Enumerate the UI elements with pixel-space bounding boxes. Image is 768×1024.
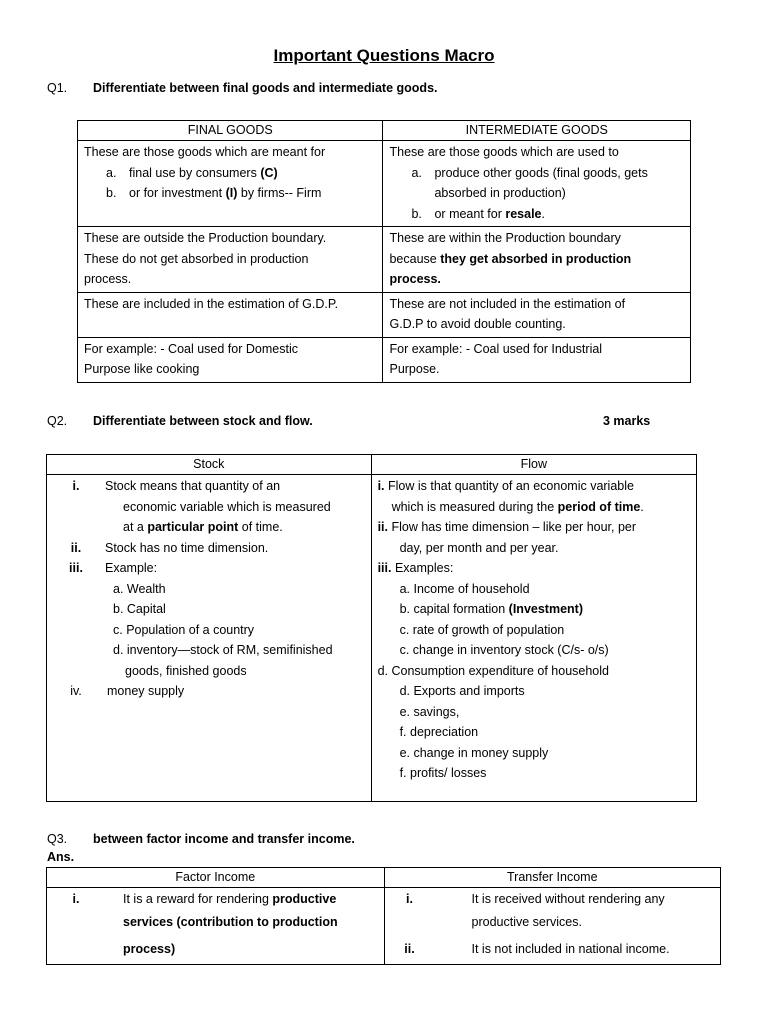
list-item: f. depreciation: [399, 725, 479, 739]
list-marker: b.: [106, 186, 117, 200]
q3-header-transfer: Transfer Income: [384, 868, 720, 888]
cell-text: Flow has time dimension – like per hour, per: [388, 520, 637, 534]
cell-text: because: [389, 251, 441, 266]
q3-transfer-cell: [384, 888, 720, 965]
q1-number: Q1.: [47, 81, 68, 95]
cell-text: final use by consumers: [129, 165, 261, 180]
cell-line: [378, 497, 690, 518]
list-marker: i.: [406, 892, 413, 906]
cell-text: Examples:: [391, 561, 454, 575]
q3-question: between factor income and transfer income.: [93, 832, 355, 846]
cell-text: by firms-- Firm: [237, 186, 322, 200]
cell-text: of time.: [238, 520, 283, 534]
cell-line: These are within the Production boundary: [389, 231, 621, 245]
list-marker: i.: [72, 479, 80, 493]
cell-text: It is received without rendering any: [471, 892, 665, 906]
list-item: [84, 183, 376, 204]
cell-bold-text: (I): [225, 186, 238, 200]
cell-text: b. capital formation: [399, 602, 509, 616]
list-item: a. Wealth: [113, 581, 166, 596]
cell-bold-text: (C): [260, 165, 278, 180]
q3-header-factor: Factor Income: [47, 868, 385, 888]
table-row: [78, 292, 691, 337]
cell-line: [389, 249, 684, 270]
list-item: d. Exports and imports: [399, 684, 525, 698]
cell-line: These are not included in the estimation of: [389, 296, 626, 311]
q1-r4-left: [78, 337, 383, 382]
list-item: [385, 936, 714, 963]
cell-line: process.: [84, 272, 132, 286]
list-item: [84, 163, 376, 184]
list-item: [389, 204, 684, 225]
cell-line: These are those goods which are meant for: [84, 145, 326, 159]
list-item: c. Population of a country: [113, 622, 255, 637]
q3-table: [46, 867, 721, 965]
list-item: d. inventory—stock of RM, semifinished: [113, 643, 333, 657]
cell-line: services (contribution to production: [123, 915, 338, 929]
list-item: [47, 681, 365, 702]
list-item: [385, 889, 714, 909]
list-item: [378, 599, 690, 620]
cell-text: produce other goods (final goods, gets: [434, 165, 648, 180]
cell-text: which is measured during the: [391, 499, 558, 514]
list-item: e. savings,: [399, 704, 460, 719]
cell-bold-text: (Investment): [508, 602, 583, 616]
cell-line: process): [123, 941, 176, 956]
cell-text: It is a reward for rendering: [123, 892, 273, 906]
cell-text: money supply: [107, 684, 185, 698]
list-item: b. Capital: [113, 602, 166, 616]
q2-number: Q2.: [47, 414, 68, 428]
q1-r2-left: [78, 227, 383, 293]
cell-line: These do not get absorbed in production: [84, 251, 309, 266]
q1-header-final: FINAL GOODS: [78, 121, 383, 141]
cell-text: Flow is that quantity of an economic variable: [384, 479, 634, 493]
list-item: [47, 538, 365, 559]
list-item: [47, 476, 365, 497]
list-item: e. change in money supply: [399, 745, 549, 760]
q3-factor-cell: [47, 888, 385, 965]
cell-bold-text: productive: [272, 892, 337, 906]
cell-bold-text: resale: [505, 206, 542, 221]
cell-line: day, per month and per year.: [399, 540, 559, 555]
list-marker: iii.: [69, 561, 83, 575]
table-row: [78, 337, 691, 382]
page-title: Important Questions Macro: [273, 46, 495, 65]
list-item: c. change in inventory stock (C/s- o/s): [399, 643, 609, 657]
q1-r1-left: [78, 141, 383, 227]
list-marker: ii.: [70, 540, 82, 555]
cell-line: [47, 517, 365, 538]
q1-header-intermediate: INTERMEDIATE GOODS: [383, 121, 691, 141]
list-marker: iii.: [377, 561, 392, 575]
cell-line: For example: - Coal used for Domestic: [84, 341, 298, 356]
cell-bold-text: period of time: [557, 499, 641, 514]
list-marker: i.: [72, 892, 80, 906]
cell-bold-text: particular point: [147, 520, 239, 534]
cell-text: at a: [123, 520, 148, 534]
q3-header-row: [47, 868, 721, 888]
cell-bold-text: they get absorbed in production: [440, 251, 632, 266]
list-marker: ii.: [377, 520, 388, 534]
q1-r4-right: [383, 337, 691, 382]
q2-table: [46, 454, 697, 802]
cell-line: productive services.: [471, 915, 582, 929]
list-marker: b.: [411, 206, 422, 221]
cell-line: Purpose.: [389, 362, 440, 376]
cell-line: goods, finished goods: [125, 663, 247, 678]
list-item: [47, 558, 365, 579]
cell-line: process.: [389, 272, 441, 286]
cell-text: Stock means that quantity of an: [105, 479, 281, 493]
table-row: [47, 888, 721, 965]
list-item: f. profits/ losses: [399, 766, 487, 780]
cell-line: For example: - Coal used for Industrial: [389, 341, 603, 356]
table-row: [47, 475, 697, 802]
list-item: a. Income of household: [399, 581, 530, 596]
list-marker: i.: [377, 479, 385, 493]
list-item: [378, 558, 690, 579]
cell-text: It is not included in national income.: [471, 941, 670, 956]
list-marker: ii.: [404, 941, 415, 956]
cell-line: economic variable which is measured: [123, 499, 331, 514]
list-item: d. Consumption expenditure of household: [377, 663, 609, 678]
list-marker: iv.: [70, 684, 82, 698]
q3-ans-label: Ans.: [47, 850, 75, 864]
list-item: [47, 889, 378, 909]
q1-table: [77, 120, 691, 383]
q3-number: Q3.: [47, 832, 68, 846]
cell-line: G.D.P to avoid double counting.: [389, 317, 566, 331]
q2-marks: 3 marks: [603, 414, 651, 428]
table-row: [78, 141, 691, 227]
q2-question: Differentiate between stock and flow.: [93, 414, 313, 428]
cell-text: Example:: [105, 561, 158, 575]
cell-text: .: [541, 206, 545, 221]
table-row: [78, 227, 691, 293]
cell-line: absorbed in production): [434, 186, 566, 200]
list-item: [378, 517, 690, 538]
list-item: [389, 163, 684, 184]
q2-header-flow: Flow: [371, 455, 696, 475]
q1-r3-left: [78, 292, 383, 337]
q1-r1-right: [383, 141, 691, 227]
q2-header-stock: Stock: [47, 455, 372, 475]
list-marker: a.: [411, 165, 422, 180]
cell-text: or for investment: [129, 186, 226, 200]
list-marker: a.: [106, 165, 117, 180]
cell-text: Stock has no time dimension.: [105, 540, 269, 555]
q2-stock-cell: [47, 475, 372, 802]
cell-line: These are included in the estimation of G.D.P.: [84, 296, 339, 311]
cell-text: .: [640, 499, 644, 514]
list-item: c. rate of growth of population: [399, 622, 565, 637]
q1-header-row: [78, 121, 691, 141]
q1-question: Differentiate between final goods and intermediate goods.: [93, 81, 438, 95]
cell-line: These are those goods which are used to: [389, 145, 619, 159]
list-item: [378, 476, 690, 497]
cell-line: Purpose like cooking: [84, 362, 200, 376]
cell-text: or meant for: [434, 206, 506, 221]
cell-line: These are outside the Production boundary.: [84, 231, 327, 245]
q1-r3-right: [383, 292, 691, 337]
q1-r2-right: [383, 227, 691, 293]
q2-header-row: [47, 455, 697, 475]
q2-flow-cell: [371, 475, 696, 802]
